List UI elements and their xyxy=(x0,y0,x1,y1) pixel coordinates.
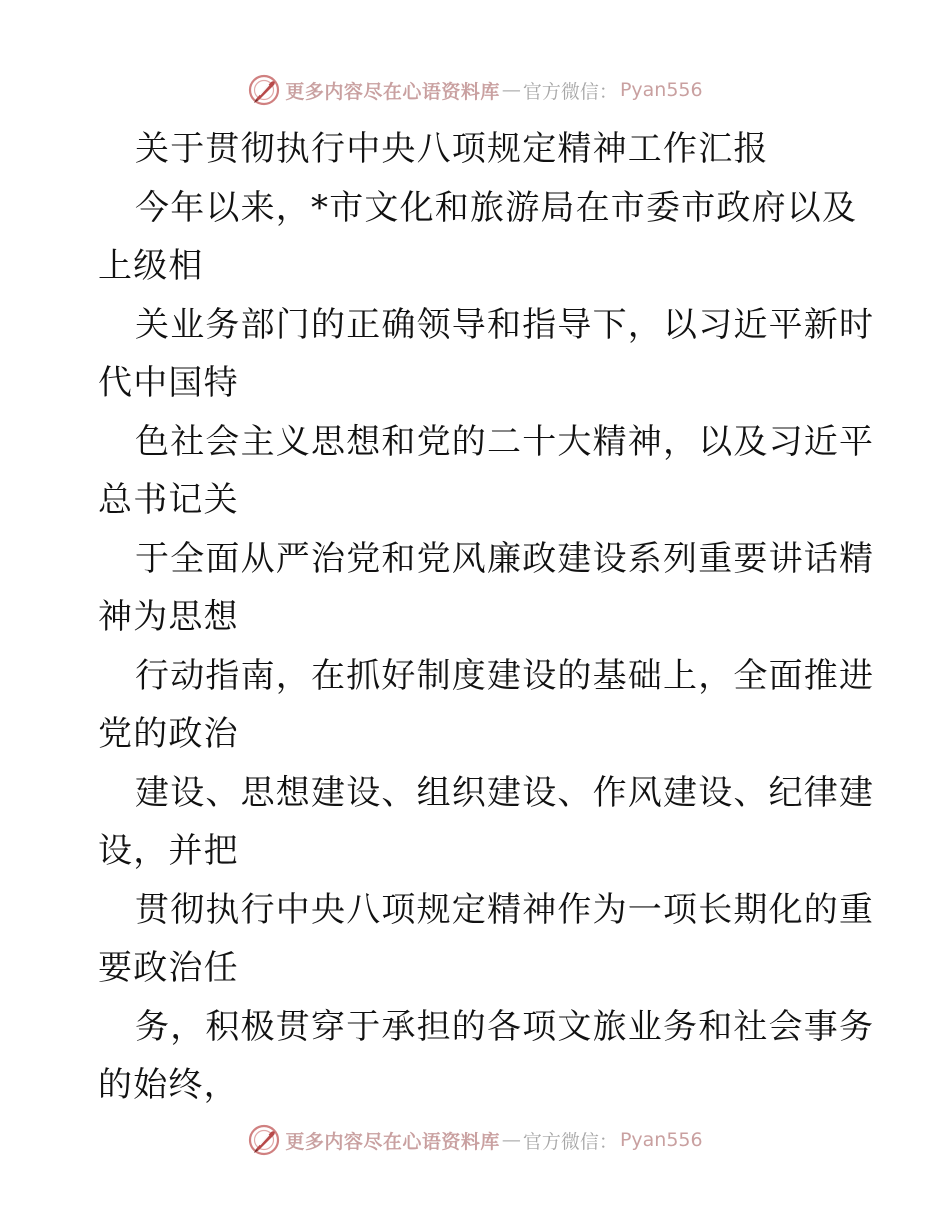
footer-watermark xyxy=(0,1120,950,1160)
watermark-text: 更多内容尽在心语资料库 xyxy=(285,80,500,103)
document-body xyxy=(98,120,875,1115)
watermark-separator: — xyxy=(501,1129,521,1151)
watermark-wechat-label: 官方微信： xyxy=(522,80,618,103)
paragraph-line: 代中国特 xyxy=(98,363,239,403)
paragraph-line: 总书记关 xyxy=(98,480,239,520)
paragraph-line: 色社会主义思想和党的二十大精神，以及习近平 xyxy=(135,421,875,462)
watermark-text: 更多内容尽在心语资料库 xyxy=(285,1130,500,1153)
paragraph-line: 贯彻执行中央八项规定精神作为一项长期化的重 xyxy=(135,889,875,930)
paragraph-line: 设，并把 xyxy=(98,831,239,871)
paragraph-line: 建设、思想建设、组织建设、作风建设、纪律建 xyxy=(135,772,875,813)
paragraph-line: 行动指南，在抓好制度建设的基础上，全面推进 xyxy=(135,655,875,696)
paragraph-line: 关业务部门的正确领导和指导下，以习近平新时 xyxy=(135,304,875,345)
paragraph-line: 于全面从严治党和党风廉政建设系列重要讲话精 xyxy=(135,538,875,579)
document-title: 关于贯彻执行中央八项规定精神工作汇报 xyxy=(135,129,769,169)
watermark-wechat-id: Pyan556 xyxy=(619,79,703,101)
paragraph-line: 要政治任 xyxy=(98,948,239,988)
quill-pen-logo-icon xyxy=(247,73,281,107)
watermark-separator: — xyxy=(501,79,521,101)
paragraph-line: 务，积极贯穿于承担的各项文旅业务和社会事务 xyxy=(135,1006,875,1047)
paragraph-line: 上级相 xyxy=(98,246,204,286)
header-watermark xyxy=(0,70,950,110)
watermark-wechat-id: Pyan556 xyxy=(619,1129,703,1151)
paragraph-line: 的始终， xyxy=(98,1065,239,1105)
paragraph-line: 党的政治 xyxy=(98,714,239,754)
quill-pen-logo-icon xyxy=(247,1123,281,1157)
paragraph-line: 今年以来，*市文化和旅游局在市委市政府以及 xyxy=(135,187,858,228)
paragraph-line: 神为思想 xyxy=(98,597,239,637)
watermark-wechat-label: 官方微信： xyxy=(522,1130,618,1153)
